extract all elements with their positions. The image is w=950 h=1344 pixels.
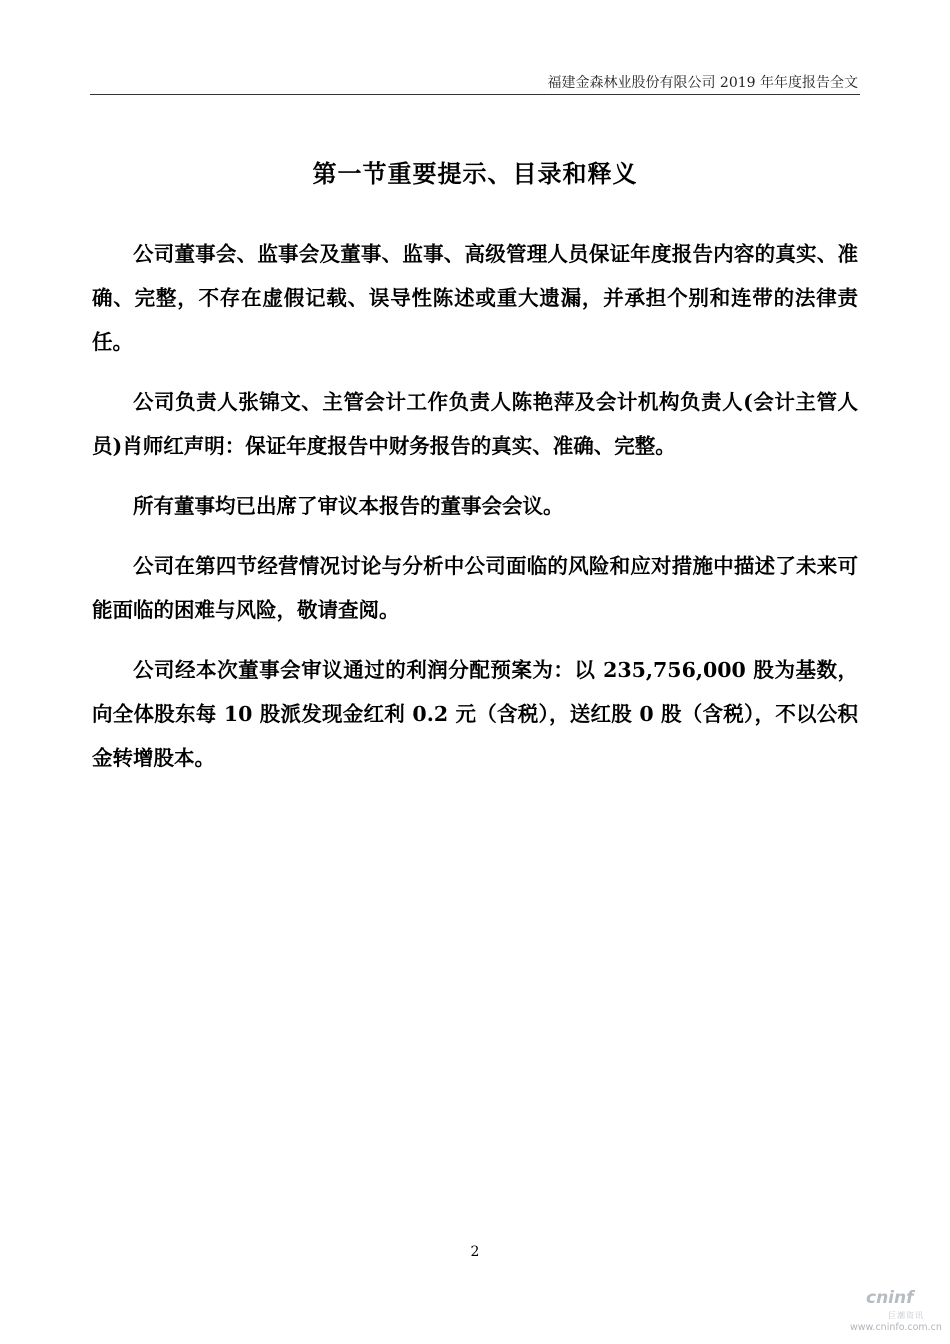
paragraph-board-attendance: 所有董事均已出席了审议本报告的董事会会议。 — [133, 494, 564, 518]
paragraph-responsibility-statement: 公司董事会、监事会及董事、监事、高级管理人员保证年度报告内容的真实、准确、完整，不存在虚假记载、误导性陈述或重大遗漏，并承担个别和连带的法律责任。 — [92, 242, 858, 354]
watermark-chinese: 巨潮资讯 — [888, 1311, 924, 1320]
page-number: 2 — [470, 1244, 480, 1260]
paragraph-financial-declaration: 公司负责人张锦文、主管会计工作负责人陈艳萍及会计机构负责人(会计主管人员)肖师红声明：保证年度报告中财务报告的真实、准确、完整。 — [92, 390, 858, 458]
watermark-logo: cninf — [866, 1288, 914, 1308]
watermark-url: www.cninfo.com.cn — [850, 1322, 942, 1333]
report-header: 福建金森林业股份有限公司 2019 年年度报告全文 — [547, 75, 858, 91]
paragraph-profit-distribution: 公司经本次董事会审议通过的利润分配预案为：以 235,756,000 股为基数，向全体股东每 10 股派发现金红利 0.2 元（含税），送红股 0 股（含税），不以公积金转增股本。 — [92, 658, 858, 770]
header-divider — [90, 94, 860, 95]
section-title: 第一节重要提示、目录和释义 — [312, 159, 638, 188]
paragraph-risk-notice: 公司在第四节经营情况讨论与分析中公司面临的风险和应对措施中描述了未来可能面临的困难与风险，敬请查阅。 — [92, 554, 858, 622]
cninfo-watermark — [848, 1288, 944, 1338]
body-text — [92, 232, 858, 796]
